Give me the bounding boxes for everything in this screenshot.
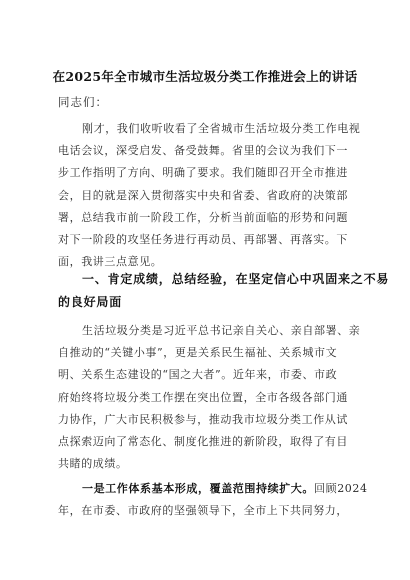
paragraph-line: 刚才，我们收听收看了全省城市生活垃圾分类工作电视 xyxy=(82,122,361,135)
paragraph-line: 步工作指明了方向、明确了要求。我们随即召开全市推进 xyxy=(58,166,348,180)
paragraph-line: 电话会议，深受启发、备受鼓舞。省里的会议为我们下一 xyxy=(58,144,348,158)
document-title: 在2025年全市城市生活垃圾分类工作推进会上的讲话 xyxy=(52,69,358,84)
paragraph-line: 会，目的就是深入贯彻落实中央和省委、省政府的决策部 xyxy=(58,188,348,202)
paragraph-line: 府始终将垃圾分类工作摆在突出位置，全市各级各部门通 xyxy=(58,390,348,404)
paragraph-line: 力协作，广大市民积极参与，推动我市垃圾分类工作从试 xyxy=(58,412,348,426)
paragraph-line: 对下一阶段的攻坚任务进行再动员、再部署、再落实。下 xyxy=(58,232,348,246)
paragraph-line: 面，我讲三点意见。 xyxy=(58,255,163,269)
paragraph-line: 自推动的“关键小事”，更是关系民生福祉、关系城市文 xyxy=(58,346,338,360)
paragraph-section1 xyxy=(58,320,360,475)
paragraph-line: 点探索迈向了常态化、制度化推进的新阶段，取得了有目 xyxy=(58,434,348,448)
paragraph-line: 明、关系生态建设的“国之大者”。近年来，市委、市政 xyxy=(58,368,338,382)
paragraph-line: 生活垃圾分类是习近平总书记亲自关心、亲自部署、亲 xyxy=(82,324,361,337)
heading-line: 一、肯定成绩，总结经验，在坚定信心中巩固来之不易 xyxy=(82,272,390,286)
salutation: 同志们： xyxy=(58,95,108,109)
paragraph-line: 共睹的成绩。 xyxy=(58,457,128,471)
paragraph-line xyxy=(58,478,368,500)
section-heading-1 xyxy=(58,268,389,314)
paragraph-point-one xyxy=(58,478,368,522)
point-rest-text: 回顾2024 xyxy=(314,482,368,495)
heading-line: 的良好局面 xyxy=(58,295,123,309)
paragraph-line: 署，总结我市前一阶段工作，分析当前面临的形势和问题 xyxy=(58,210,348,224)
point-lead-text: 一是工作体系基本形成，覆盖范围持续扩大。 xyxy=(82,482,314,495)
paragraph-line: 年，在市委、市政府的坚强领导下，全市上下共同努力， xyxy=(58,504,348,518)
paragraph-opening xyxy=(58,118,360,273)
